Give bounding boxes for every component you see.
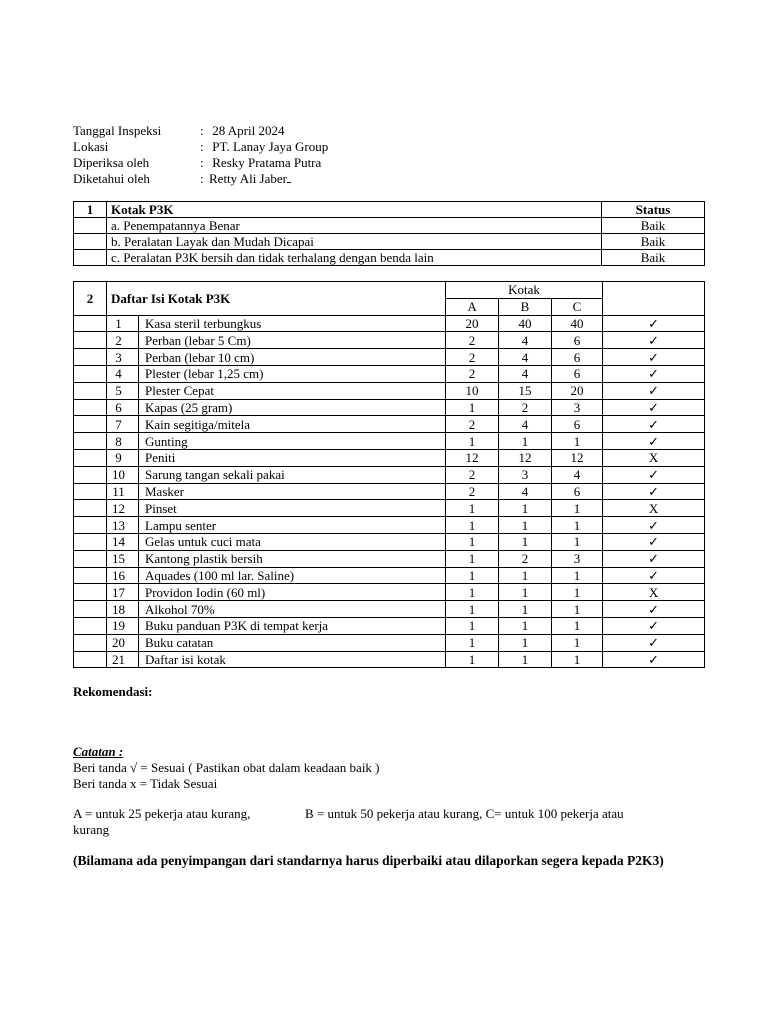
info-separator: :	[200, 171, 204, 186]
check-mark-icon: ✓	[603, 466, 705, 483]
qty-c: 6	[552, 332, 603, 349]
item-number: 7	[107, 416, 139, 433]
table2-row	[74, 584, 705, 601]
item-number: 10	[107, 466, 139, 483]
qty-b: 4	[499, 349, 552, 366]
qty-b: 4	[499, 416, 552, 433]
item-name: Buku panduan P3K di tempat kerja	[139, 617, 446, 634]
table2-empty-cell	[74, 651, 107, 668]
table2-empty-cell	[74, 466, 107, 483]
check-mark-icon: ✓	[603, 416, 705, 433]
check-mark-icon: ✓	[603, 332, 705, 349]
item-name: Lampu senter	[139, 517, 446, 534]
item-number: 16	[107, 567, 139, 584]
qty-a: 12	[446, 449, 499, 466]
table2-row	[74, 332, 705, 349]
item-number: 20	[107, 634, 139, 651]
qty-a: 2	[446, 466, 499, 483]
item-number: 11	[107, 483, 139, 500]
table2-empty-cell	[74, 349, 107, 366]
qty-c: 6	[552, 349, 603, 366]
item-name: Kapas (25 gram)	[139, 399, 446, 416]
check-mark-icon: ✓	[603, 483, 705, 500]
check-mark-icon: ✓	[603, 601, 705, 618]
item-name: Plester (lebar 1,25 cm)	[139, 365, 446, 382]
qty-b: 2	[499, 399, 552, 416]
info-separator: :	[200, 155, 204, 170]
check-mark-icon: ✓	[603, 634, 705, 651]
item-name: Plester Cepat	[139, 382, 446, 399]
table1-status: Baik	[602, 234, 705, 250]
item-name: Kasa steril terbungkus	[139, 315, 446, 332]
table2-empty-cell	[74, 332, 107, 349]
item-name: Peniti	[139, 449, 446, 466]
kotak-p3k-table	[73, 201, 705, 266]
check-mark-icon: ✓	[603, 617, 705, 634]
qty-c: 3	[552, 399, 603, 416]
qty-a: 1	[446, 651, 499, 668]
table2-empty-cell	[74, 483, 107, 500]
table2-empty-cell	[74, 617, 107, 634]
item-name: Sarung tangan sekali pakai	[139, 466, 446, 483]
info-label: Diperiksa oleh	[73, 155, 150, 170]
table2-row	[74, 533, 705, 550]
table1-number: 1	[74, 202, 107, 218]
qty-b: 2	[499, 550, 552, 567]
qty-b: 4	[499, 365, 552, 382]
qty-c: 1	[552, 533, 603, 550]
info-value: PT. Lanay Jaya Group	[209, 139, 329, 154]
table1-row	[74, 250, 705, 266]
info-label: Lokasi	[73, 139, 109, 154]
qty-b: 12	[499, 449, 552, 466]
table2-row	[74, 433, 705, 450]
check-mark-icon: ✓	[603, 399, 705, 416]
info-row	[73, 123, 328, 139]
check-header	[603, 282, 705, 316]
item-name: Kain segitiga/mitela	[139, 416, 446, 433]
table2-empty-cell	[74, 416, 107, 433]
cross-mark: X	[603, 584, 705, 601]
table1-item: c. Peralatan P3K bersih dan tidak terhalang dengan benda lain	[107, 250, 602, 266]
table1-row	[74, 234, 705, 250]
qty-b: 1	[499, 567, 552, 584]
item-name: Pinset	[139, 500, 446, 517]
check-mark-icon: ✓	[603, 517, 705, 534]
qty-c: 1	[552, 433, 603, 450]
item-name: Gunting	[139, 433, 446, 450]
qty-a: 1	[446, 550, 499, 567]
info-row	[73, 139, 328, 155]
qty-b: 1	[499, 533, 552, 550]
item-number: 9	[107, 449, 139, 466]
qty-a: 1	[446, 533, 499, 550]
item-number: 14	[107, 533, 139, 550]
table2-row	[74, 399, 705, 416]
check-mark-icon: ✓	[603, 349, 705, 366]
daftar-isi-table	[73, 281, 705, 668]
cross-mark: X	[603, 500, 705, 517]
col-b-header: B	[499, 298, 552, 315]
qty-a: 1	[446, 601, 499, 618]
qty-b: 1	[499, 617, 552, 634]
table1-item: b. Peralatan Layak dan Mudah Dicapai	[107, 234, 602, 250]
table1-title: Kotak P3K	[107, 202, 602, 218]
table2-header-row	[74, 282, 705, 299]
table2-row	[74, 416, 705, 433]
item-number: 21	[107, 651, 139, 668]
table2-empty-cell	[74, 550, 107, 567]
qty-c: 6	[552, 365, 603, 382]
info-value: Resky Pratama Putra	[209, 155, 322, 170]
table2-row	[74, 382, 705, 399]
qty-b: 1	[499, 601, 552, 618]
qty-c: 1	[552, 617, 603, 634]
table1-row	[74, 218, 705, 234]
qty-b: 4	[499, 483, 552, 500]
bold-note: (Bilamana ada penyimpangan dari standarnya harus diperbaiki atau dilaporkan segera kepada P2K3)	[73, 853, 664, 868]
table2-number: 2	[74, 282, 107, 316]
item-name: Daftar isi kotak	[139, 651, 446, 668]
item-number: 5	[107, 382, 139, 399]
qty-a: 1	[446, 617, 499, 634]
table2-empty-cell	[74, 382, 107, 399]
table2-row	[74, 449, 705, 466]
col-c-header: C	[552, 298, 603, 315]
item-number: 15	[107, 550, 139, 567]
underline-mark	[287, 171, 291, 183]
qty-a: 1	[446, 500, 499, 517]
table1-status: Baik	[602, 250, 705, 266]
qty-a: 1	[446, 584, 499, 601]
qty-c: 1	[552, 651, 603, 668]
qty-b: 1	[499, 651, 552, 668]
table2-empty-cell	[74, 365, 107, 382]
qty-c: 6	[552, 483, 603, 500]
qty-c: 6	[552, 416, 603, 433]
inspection-info	[73, 123, 328, 187]
qty-a: 2	[446, 349, 499, 366]
table2-row	[74, 466, 705, 483]
check-mark-icon: ✓	[603, 382, 705, 399]
qty-c: 1	[552, 584, 603, 601]
item-name: Gelas untuk cuci mata	[139, 533, 446, 550]
table1-header-row	[74, 202, 705, 218]
item-number: 19	[107, 617, 139, 634]
note-tail: kurang	[73, 822, 110, 837]
table2-row	[74, 349, 705, 366]
table2-title: Daftar Isi Kotak P3K	[107, 282, 446, 316]
item-number: 18	[107, 601, 139, 618]
qty-b: 1	[499, 500, 552, 517]
table1-item: a. Penempatannya Benar	[107, 218, 602, 234]
catatan-line-2: Beri tanda x = Tidak Sesuai	[73, 776, 218, 791]
qty-a: 1	[446, 567, 499, 584]
qty-a: 1	[446, 399, 499, 416]
qty-c: 1	[552, 567, 603, 584]
check-mark-icon: ✓	[603, 567, 705, 584]
table2-empty-cell	[74, 634, 107, 651]
qty-c: 3	[552, 550, 603, 567]
table2-empty-cell	[74, 399, 107, 416]
item-number: 17	[107, 584, 139, 601]
check-mark-icon: ✓	[603, 433, 705, 450]
table1-status-header: Status	[602, 202, 705, 218]
qty-b: 1	[499, 634, 552, 651]
table2-row	[74, 651, 705, 668]
catatan-title: Catatan :	[73, 744, 124, 759]
qty-c: 1	[552, 634, 603, 651]
info-value: Retty Ali Jaber	[209, 171, 287, 186]
kotak-header: Kotak	[446, 282, 603, 299]
table2-empty-cell	[74, 601, 107, 618]
qty-b: 15	[499, 382, 552, 399]
qty-c: 4	[552, 466, 603, 483]
table2-row	[74, 517, 705, 534]
qty-b: 1	[499, 584, 552, 601]
info-separator: :	[200, 123, 204, 138]
qty-b: 3	[499, 466, 552, 483]
table2-empty-cell	[74, 567, 107, 584]
qty-b: 1	[499, 433, 552, 450]
table1-empty-cell	[74, 234, 107, 250]
qty-a: 10	[446, 382, 499, 399]
info-separator: :	[200, 139, 204, 154]
qty-a: 2	[446, 332, 499, 349]
note-bc: B = untuk 50 pekerja atau kurang, C= untuk 100 pekerja atau	[305, 806, 624, 821]
qty-c: 12	[552, 449, 603, 466]
info-value: 28 April 2024	[209, 123, 285, 138]
check-mark-icon: ✓	[603, 651, 705, 668]
qty-a: 1	[446, 433, 499, 450]
info-row	[73, 171, 328, 187]
qty-a: 1	[446, 634, 499, 651]
item-name: Masker	[139, 483, 446, 500]
table2-empty-cell	[74, 433, 107, 450]
qty-b: 1	[499, 517, 552, 534]
qty-a: 1	[446, 517, 499, 534]
qty-c: 1	[552, 500, 603, 517]
qty-c: 40	[552, 315, 603, 332]
check-mark-icon: ✓	[603, 365, 705, 382]
check-mark-icon: ✓	[603, 550, 705, 567]
item-number: 6	[107, 399, 139, 416]
item-name: Buku catatan	[139, 634, 446, 651]
item-number: 2	[107, 332, 139, 349]
qty-c: 1	[552, 517, 603, 534]
qty-a: 2	[446, 416, 499, 433]
table2-row	[74, 500, 705, 517]
info-label: Tanggal Inspeksi	[73, 123, 162, 138]
item-name: Kantong plastik bersih	[139, 550, 446, 567]
item-number: 1	[107, 315, 139, 332]
qty-c: 1	[552, 601, 603, 618]
item-name: Perban (lebar 5 Cm)	[139, 332, 446, 349]
cross-mark: X	[603, 449, 705, 466]
info-row	[73, 155, 328, 171]
table2-empty-cell	[74, 449, 107, 466]
table2-row	[74, 601, 705, 618]
qty-a: 2	[446, 483, 499, 500]
qty-b: 40	[499, 315, 552, 332]
table2-row	[74, 550, 705, 567]
table2-empty-cell	[74, 500, 107, 517]
table2-row	[74, 634, 705, 651]
table2-empty-cell	[74, 584, 107, 601]
table1-empty-cell	[74, 218, 107, 234]
item-name: Providon Iodin (60 ml)	[139, 584, 446, 601]
col-a-header: A	[446, 298, 499, 315]
table2-empty-cell	[74, 533, 107, 550]
rekomendasi-label: Rekomendasi:	[73, 684, 153, 699]
qty-b: 4	[499, 332, 552, 349]
catatan-line-1: Beri tanda √ = Sesuai ( Pastikan obat dalam keadaan baik )	[73, 760, 380, 775]
table2-row	[74, 567, 705, 584]
table1-empty-cell	[74, 250, 107, 266]
table2-empty-cell	[74, 517, 107, 534]
check-mark-icon: ✓	[603, 533, 705, 550]
qty-a: 2	[446, 365, 499, 382]
item-number: 12	[107, 500, 139, 517]
item-number: 3	[107, 349, 139, 366]
item-name: Perban (lebar 10 cm)	[139, 349, 446, 366]
item-number: 4	[107, 365, 139, 382]
qty-a: 20	[446, 315, 499, 332]
item-number: 8	[107, 433, 139, 450]
table2-row	[74, 483, 705, 500]
item-number: 13	[107, 517, 139, 534]
table1-status: Baik	[602, 218, 705, 234]
table2-row	[74, 365, 705, 382]
item-name: Alkohol 70%	[139, 601, 446, 618]
table2-empty-cell	[74, 315, 107, 332]
table2-row	[74, 315, 705, 332]
item-name: Aquades (100 ml lar. Saline)	[139, 567, 446, 584]
note-a: A = untuk 25 pekerja atau kurang,	[73, 806, 251, 821]
table2-row	[74, 617, 705, 634]
info-label: Diketahui oleh	[73, 171, 150, 186]
qty-c: 20	[552, 382, 603, 399]
check-mark-icon: ✓	[603, 315, 705, 332]
